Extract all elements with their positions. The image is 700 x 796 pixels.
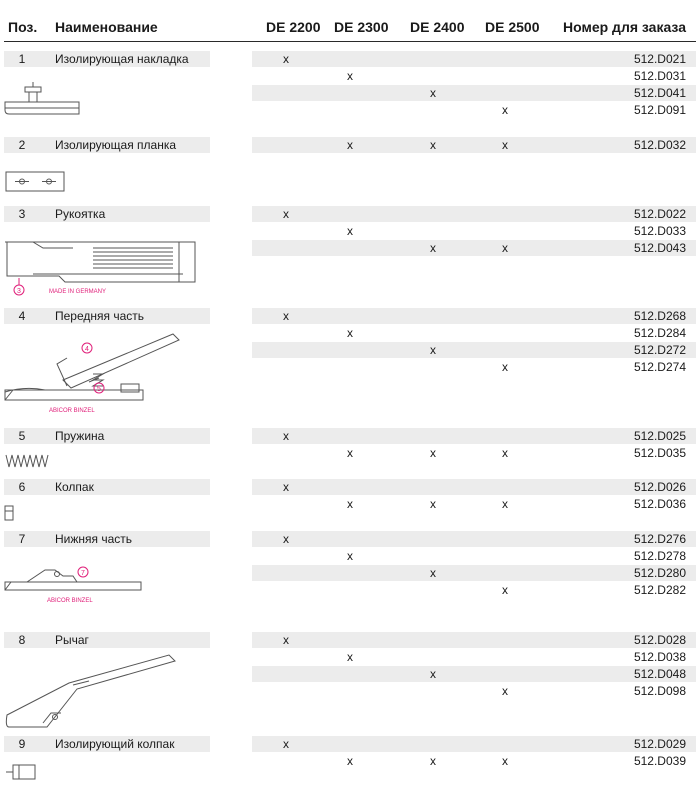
position-number: 6	[18, 480, 26, 494]
model-mark: x	[430, 667, 436, 681]
part-name: Изолирующий колпак	[55, 737, 175, 751]
model-mark: x	[430, 241, 436, 255]
header-name: Наименование	[55, 19, 158, 35]
model-mark: x	[430, 86, 436, 100]
model-mark: x	[283, 480, 289, 494]
model-mark: x	[283, 309, 289, 323]
part-name: Нижняя часть	[55, 532, 133, 546]
lever-icon	[3, 653, 181, 729]
order-number: 512.D039	[633, 754, 686, 768]
front-part-callout-b: 5	[97, 386, 101, 393]
order-number: 512.D276	[633, 532, 686, 546]
order-number: 512.D282	[633, 583, 686, 597]
front-part-caption: ABICOR BINZEL	[49, 408, 95, 414]
group-band	[4, 479, 210, 495]
order-number: 512.D025	[633, 429, 686, 443]
order-number: 512.D032	[633, 138, 686, 152]
group-band	[4, 206, 210, 222]
insulating-pad-icon	[3, 78, 83, 118]
model-mark: x	[347, 446, 353, 460]
order-number: 512.D280	[633, 566, 686, 580]
part-name: Пружина	[55, 429, 105, 443]
order-number: 512.D278	[633, 549, 686, 563]
model-mark: x	[283, 532, 289, 546]
model-mark: x	[430, 754, 436, 768]
order-number: 512.D028	[633, 633, 686, 647]
model-mark: x	[283, 207, 289, 221]
model-mark: x	[502, 497, 508, 511]
model-mark: x	[347, 497, 353, 511]
header-divider	[4, 41, 696, 42]
model-mark: x	[283, 737, 289, 751]
part-name: Передняя часть	[55, 309, 145, 323]
part-name: Изолирующая планка	[55, 138, 177, 152]
header-de2200: DE 2200	[266, 19, 321, 35]
handle-caption: MADE IN GERMANY	[49, 289, 107, 295]
order-number: 512.D022	[633, 207, 686, 221]
position-number: 5	[18, 429, 26, 443]
order-number: 512.D284	[633, 326, 686, 340]
header-de2300: DE 2300	[334, 19, 389, 35]
cap-icon	[4, 503, 16, 523]
model-mark: x	[502, 360, 508, 374]
position-number: 1	[18, 52, 26, 66]
order-number: 512.D041	[633, 86, 686, 100]
lower-part-icon	[3, 560, 145, 606]
order-number: 512.D031	[633, 69, 686, 83]
model-mark: x	[347, 549, 353, 563]
model-mark: x	[283, 429, 289, 443]
order-number: 512.D036	[633, 497, 686, 511]
insulating-cap-icon	[4, 762, 38, 782]
model-mark: x	[430, 138, 436, 152]
model-mark: x	[430, 446, 436, 460]
order-number: 512.D021	[633, 52, 686, 66]
header-de2400: DE 2400	[410, 19, 465, 35]
model-mark: x	[347, 650, 353, 664]
order-number: 512.D091	[633, 103, 686, 117]
position-number: 2	[18, 138, 26, 152]
group-band	[4, 428, 210, 444]
position-number: 7	[18, 532, 26, 546]
order-number: 512.D026	[633, 480, 686, 494]
handle-icon	[3, 238, 203, 300]
model-mark: x	[502, 241, 508, 255]
header-pos: Поз.	[8, 19, 38, 35]
part-name: Изолирующая накладка	[55, 52, 189, 66]
order-number: 512.D038	[633, 650, 686, 664]
lower-part-callout: 7	[81, 570, 85, 577]
part-name: Колпак	[55, 480, 94, 494]
model-mark: x	[283, 52, 289, 66]
order-number: 512.D029	[633, 737, 686, 751]
model-mark: x	[347, 754, 353, 768]
model-mark: x	[347, 138, 353, 152]
model-mark: x	[502, 103, 508, 117]
model-mark: x	[502, 754, 508, 768]
position-number: 8	[18, 633, 26, 647]
position-number: 4	[18, 309, 26, 323]
order-number: 512.D048	[633, 667, 686, 681]
front-part-callout-a: 4	[85, 346, 89, 353]
position-number: 3	[18, 207, 26, 221]
order-number: 512.D043	[633, 241, 686, 255]
model-mark: x	[347, 69, 353, 83]
model-mark: x	[347, 326, 353, 340]
spring-icon	[4, 453, 52, 469]
model-mark: x	[502, 138, 508, 152]
insulating-bar-icon	[5, 170, 67, 194]
header-order-number: Номер для заказа	[563, 19, 686, 35]
handle-callout: 3	[17, 288, 21, 295]
order-number: 512.D035	[633, 446, 686, 460]
part-name: Рукоятка	[55, 207, 106, 221]
model-mark: x	[430, 343, 436, 357]
lower-part-caption: ABICOR BINZEL	[47, 598, 93, 604]
model-mark: x	[347, 224, 353, 238]
order-number: 512.D272	[633, 343, 686, 357]
part-name: Рычаг	[55, 633, 89, 647]
header-de2500: DE 2500	[485, 19, 540, 35]
model-mark: x	[430, 566, 436, 580]
model-mark: x	[283, 633, 289, 647]
front-part-icon	[3, 330, 193, 416]
order-number: 512.D033	[633, 224, 686, 238]
position-number: 9	[18, 737, 26, 751]
order-number: 512.D098	[633, 684, 686, 698]
model-mark: x	[430, 497, 436, 511]
order-number: 512.D274	[633, 360, 686, 374]
model-mark: x	[502, 583, 508, 597]
order-number: 512.D268	[633, 309, 686, 323]
model-mark: x	[502, 684, 508, 698]
model-mark: x	[502, 446, 508, 460]
group-band	[4, 632, 210, 648]
